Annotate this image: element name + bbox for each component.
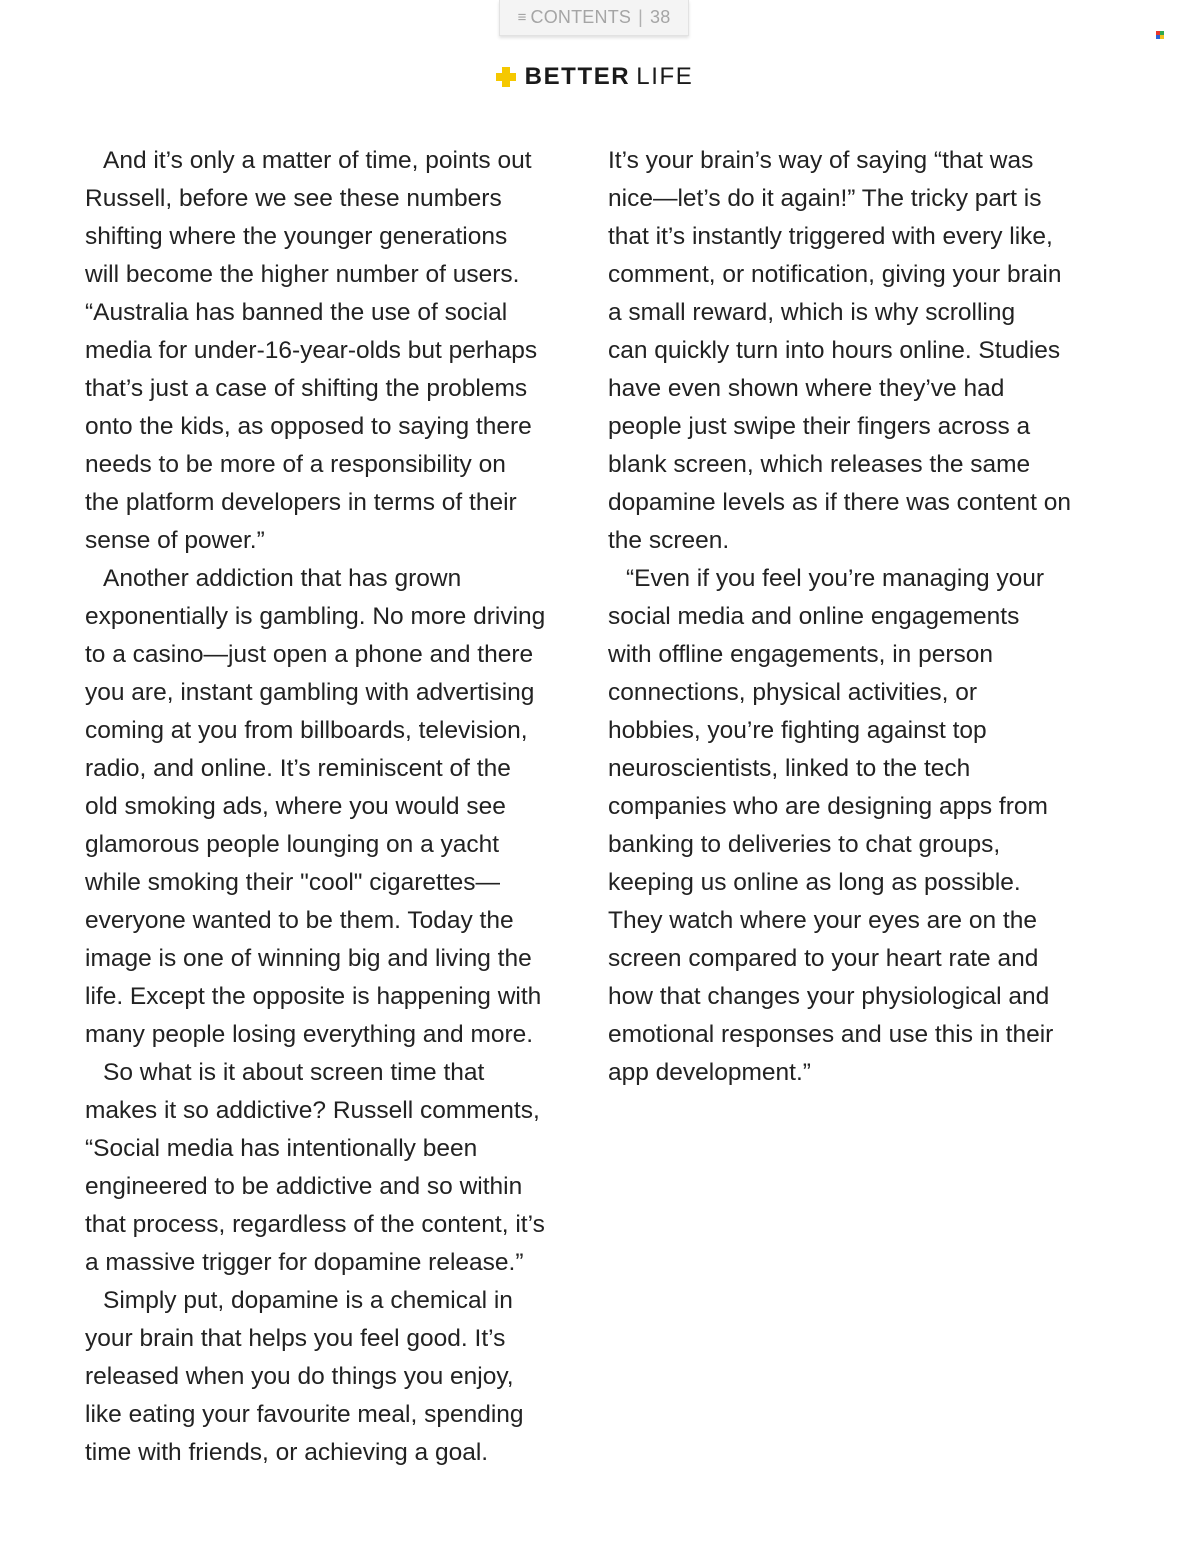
text-line: Another addiction that has grown — [103, 565, 462, 592]
text-line: life. Except the opposite is happening with — [85, 983, 542, 1010]
text-line: They watch where your eyes are on the — [608, 907, 1037, 934]
text-line: media for under-16-year-olds but perhaps — [85, 337, 538, 364]
text-line: how that changes your physiological and — [608, 983, 1050, 1010]
text-line: time with friends, or achieving a goal. — [85, 1439, 489, 1466]
article-column-left — [85, 142, 585, 1472]
text-line: with offline engagements, in person — [608, 641, 993, 668]
text-line: And it’s only a matter of time, points out — [103, 147, 532, 174]
text-line: makes it so addictive? Russell comments, — [85, 1097, 540, 1124]
text-line: banking to deliveries to chat groups, — [608, 831, 1001, 858]
text-line: “Australia has banned the use of social — [85, 299, 508, 326]
text-line: released when you do things you enjoy, — [85, 1363, 514, 1390]
text-line: It’s your brain’s way of saying “that was — [608, 147, 1034, 174]
text-line: many people losing everything and more. — [85, 1021, 534, 1048]
text-line: people just swipe their fingers across a — [608, 413, 1031, 440]
menu-icon: ≡ — [517, 9, 527, 26]
text-line: neuroscientists, linked to the tech — [608, 755, 971, 782]
text-line: you are, instant gambling with advertising — [85, 679, 535, 706]
text-line: old smoking ads, where you would see — [85, 793, 506, 820]
text-line: a massive trigger for dopamine release.” — [85, 1249, 524, 1276]
text-line: exponentially is gambling. No more driving — [85, 603, 546, 630]
text-line: can quickly turn into hours online. Studies — [608, 337, 1061, 364]
section-title — [525, 63, 694, 91]
text-line: shifting where the younger generations — [85, 223, 508, 250]
page-number: 38 — [650, 7, 671, 27]
color-squares-icon — [1156, 31, 1164, 39]
text-line: coming at you from billboards, television, — [85, 717, 528, 744]
text-line: comment, or notification, giving your brain — [608, 261, 1062, 288]
text-line: image is one of winning big and living the — [85, 945, 532, 972]
text-line: the screen. — [608, 527, 730, 554]
text-line: screen compared to your heart rate and — [608, 945, 1039, 972]
text-line: the platform developers in terms of their — [85, 489, 517, 516]
text-line: “Social media has intentionally been — [85, 1135, 478, 1162]
text-line: connections, physical activities, or — [608, 679, 978, 706]
text-line: keeping us online as long as possible. — [608, 869, 1021, 896]
text-line: everyone wanted to be them. Today the — [85, 907, 514, 934]
section-title-bold: BETTER — [524, 63, 631, 90]
text-line: radio, and online. It’s reminiscent of the — [85, 755, 511, 782]
text-line: will become the higher number of users. — [85, 261, 520, 288]
text-line: app development.” — [608, 1059, 811, 1086]
text-line: have even shown where they’ve had — [608, 375, 1005, 402]
text-line: a small reward, which is why scrolling — [608, 299, 1016, 326]
text-line: blank screen, which releases the same — [608, 451, 1031, 478]
divider: | — [638, 7, 644, 27]
text-line: onto the kids, as opposed to saying there — [85, 413, 532, 440]
text-line: like eating your favourite meal, spending — [85, 1401, 524, 1428]
text-line: Simply put, dopamine is a chemical in — [103, 1287, 513, 1314]
text-line: your brain that helps you feel good. It’s — [85, 1325, 506, 1352]
article-column-right — [608, 142, 1108, 1092]
section-title-light: LIFE — [636, 63, 694, 90]
text-line: sense of power.” — [85, 527, 265, 554]
text-line: companies who are designing apps from — [608, 793, 1048, 820]
text-line: So what is it about screen time that — [103, 1059, 485, 1086]
text-line: hobbies, you’re fighting against top — [608, 717, 987, 744]
section-header — [0, 62, 1188, 92]
text-line: to a casino—just open a phone and there — [85, 641, 534, 668]
text-line: social media and online engagements — [608, 603, 1020, 630]
text-line: that process, regardless of the content, it’s — [85, 1211, 545, 1238]
contents-label: CONTENTS — [530, 7, 632, 27]
text-line: engineered to be addictive and so within — [85, 1173, 523, 1200]
text-line: while smoking their "cool" cigarettes— — [85, 869, 501, 896]
text-line: nice—let’s do it again!” The tricky part is — [608, 185, 1042, 212]
text-line: needs to be more of a responsibility on — [85, 451, 506, 478]
text-line: that’s just a case of shifting the problems — [85, 375, 528, 402]
text-line: Russell, before we see these numbers — [85, 185, 502, 212]
text-line: glamorous people lounging on a yacht — [85, 831, 500, 858]
text-line: dopamine levels as if there was content on — [608, 489, 1072, 516]
text-line: “Even if you feel you’re managing your — [626, 565, 1045, 592]
plus-icon — [495, 66, 517, 88]
contents-button[interactable] — [499, 0, 689, 36]
text-line: emotional responses and use this in their — [608, 1021, 1054, 1048]
text-line: that it’s instantly triggered with every like, — [608, 223, 1053, 250]
